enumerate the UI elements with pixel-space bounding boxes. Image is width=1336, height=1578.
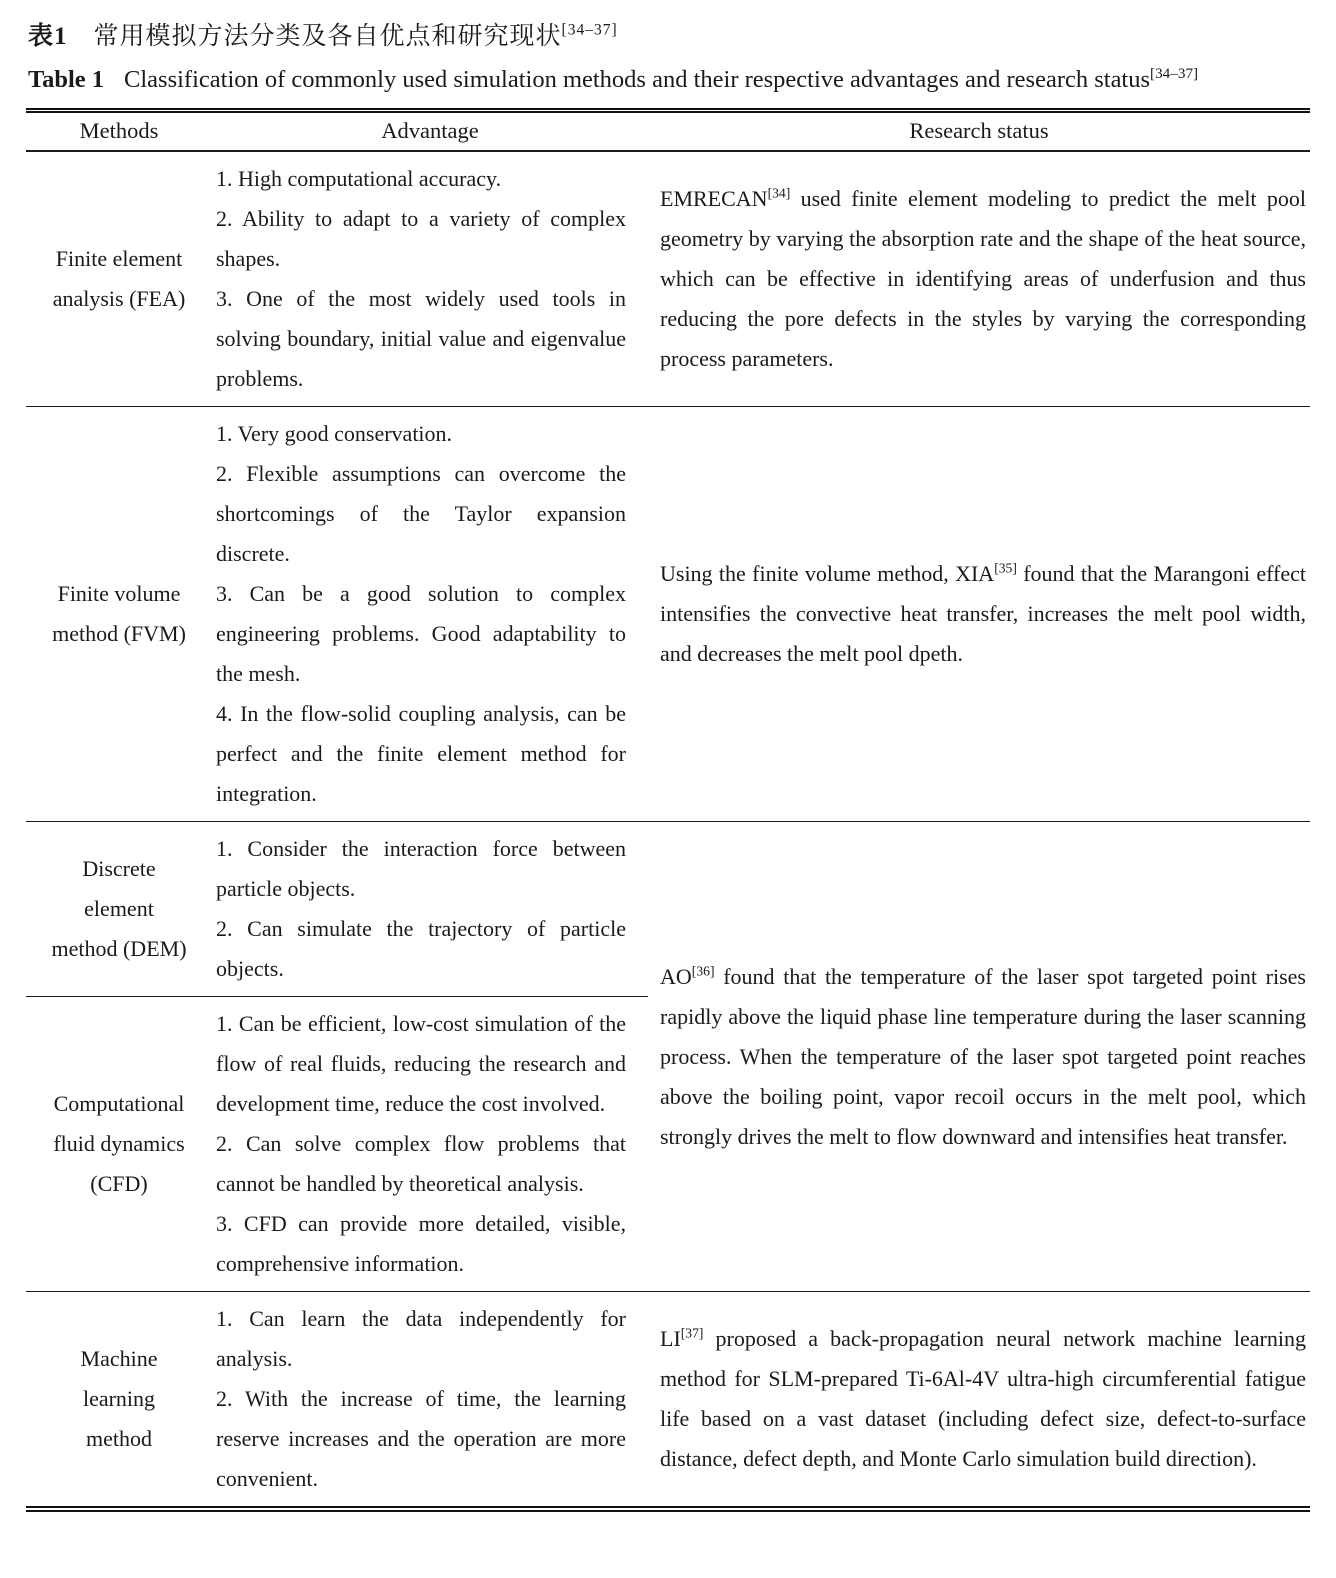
table-caption-en-text: Classification of commonly used simulation methods and their respective advantages and research status bbox=[124, 66, 1151, 93]
advantage-item: 1. Very good conservation. bbox=[216, 421, 453, 446]
table-row-fvm bbox=[26, 407, 1310, 822]
research-text: found that the Marangoni effect intensifies the convective heat transfer, increases the melt pool width, and decreases the melt pool dpeth. bbox=[660, 561, 1307, 666]
advantage-item: 3. One of the most widely used tools in solving boundary, initial value and eigenvalue problems. bbox=[216, 286, 626, 391]
advantage-cell-fea bbox=[212, 151, 648, 407]
advantage-cell-ml bbox=[212, 1292, 648, 1510]
advantage-item: 1. Can learn the data independently for analysis. bbox=[216, 1306, 626, 1371]
advantage-item: 2. Can simulate the trajectory of particle objects. bbox=[216, 916, 626, 981]
method-line: Discrete bbox=[82, 856, 156, 881]
research-cell-fvm bbox=[648, 407, 1310, 822]
table-row-ml bbox=[26, 1292, 1310, 1510]
research-cell-dem-cfd-merged bbox=[648, 822, 1310, 1292]
table-label-zh: 表1 bbox=[28, 23, 68, 50]
citation-ref: [34–37] bbox=[1150, 64, 1199, 82]
column-header-methods: Methods bbox=[26, 111, 212, 152]
method-line: Machine bbox=[80, 1346, 158, 1371]
advantage-item: 1. Consider the interaction force between particle objects. bbox=[216, 836, 626, 901]
research-text: found that the temperature of the laser spot targeted point rises rapidly above the liquid phase line temperature during the laser scanning process. When the temperature of the laser spot targeted point reaches above the boiling point, vapor recoil occurs in the melt pool, which strongly drives the melt to flow downward and intensifies heat transfer. bbox=[660, 963, 1306, 1149]
method-line: fluid dynamics bbox=[53, 1131, 185, 1156]
table-row-dem bbox=[26, 822, 1310, 997]
method-line: learning bbox=[82, 1386, 156, 1411]
method-line: analysis (FEA) bbox=[52, 286, 186, 311]
citation-ref: [34–37] bbox=[561, 21, 618, 39]
advantage-item: 2. Can solve complex flow problems that cannot be handled by theoretical analysis. bbox=[216, 1131, 626, 1196]
table-row-fea bbox=[26, 151, 1310, 407]
advantage-item: 2. Ability to adapt to a variety of complex shapes. bbox=[216, 206, 626, 271]
method-cell-fvm bbox=[26, 407, 212, 822]
method-line: method (DEM) bbox=[51, 936, 187, 961]
method-line: (CFD) bbox=[90, 1171, 148, 1196]
method-cell-ml bbox=[26, 1292, 212, 1510]
method-line: Finite element bbox=[55, 246, 183, 271]
research-text: used finite element modeling to predict the melt pool geometry by varying the absorption rate and the shape of the heat source, which can be effective in identifying areas of underfusion and thus reducing the pore defects in the styles by varying the corresponding process parameters. bbox=[660, 186, 1306, 371]
research-text: proposed a back-propagation neural network machine learning method for SLM-prepared Ti-6Al-4V ultra-high circumferential fatigue life based on a vast dataset (including defect size, defect-to-surface distance, defect depth, and Monte Carlo simulation build direction). bbox=[660, 1326, 1306, 1471]
research-text: LI bbox=[660, 1326, 681, 1351]
method-line: Computational bbox=[53, 1091, 185, 1116]
table-caption-zh-text: 常用模拟方法分类及各自优点和研究现状 bbox=[93, 23, 562, 50]
method-line: Finite volume bbox=[57, 581, 181, 606]
research-cell-ml bbox=[648, 1292, 1310, 1510]
column-header-advantage: Advantage bbox=[212, 111, 648, 152]
table-label-en: Table 1 bbox=[28, 66, 105, 93]
method-line: method (FVM) bbox=[52, 621, 186, 646]
simulation-methods-table bbox=[26, 108, 1310, 1512]
citation-ref: [36] bbox=[691, 963, 715, 979]
table-header-row bbox=[26, 111, 1310, 152]
advantage-item: 2. With the increase of time, the learning reserve increases and the operation are more convenient. bbox=[216, 1386, 626, 1491]
column-header-research-status: Research status bbox=[648, 111, 1310, 152]
citation-ref: [37] bbox=[680, 1325, 704, 1341]
advantage-item: 3. CFD can provide more detailed, visible, comprehensive information. bbox=[216, 1211, 626, 1276]
advantage-item: 4. In the flow-solid coupling analysis, can be perfect and the finite element method for integration. bbox=[216, 701, 626, 806]
citation-ref: [34] bbox=[767, 185, 791, 201]
advantage-item: 1. Can be efficient, low-cost simulation of the flow of real fluids, reducing the research and development time, reduce the cost involved. bbox=[216, 1011, 626, 1116]
advantage-cell-fvm bbox=[212, 407, 648, 822]
research-text: EMRECAN bbox=[660, 186, 768, 211]
citation-ref: [35] bbox=[994, 560, 1017, 576]
research-cell-fea bbox=[648, 151, 1310, 407]
method-line: element bbox=[84, 896, 154, 921]
advantage-item: 1. High computational accuracy. bbox=[216, 166, 502, 191]
method-line: method bbox=[86, 1426, 152, 1451]
advantage-item: 3. Can be a good solution to complex engineering problems. Good adaptability to the mesh. bbox=[216, 581, 626, 686]
table-caption-en bbox=[28, 66, 1310, 94]
research-text: Using the finite volume method, XIA bbox=[660, 561, 995, 586]
advantage-cell-cfd bbox=[212, 997, 648, 1292]
advantage-item: 2. Flexible assumptions can overcome the shortcomings of the Taylor expansion discrete. bbox=[216, 461, 626, 566]
advantage-cell-dem bbox=[212, 822, 648, 997]
table-caption-zh bbox=[28, 16, 1310, 52]
method-cell-cfd bbox=[26, 997, 212, 1292]
method-cell-dem bbox=[26, 822, 212, 997]
research-text: AO bbox=[660, 963, 692, 989]
method-cell-fea bbox=[26, 151, 212, 407]
